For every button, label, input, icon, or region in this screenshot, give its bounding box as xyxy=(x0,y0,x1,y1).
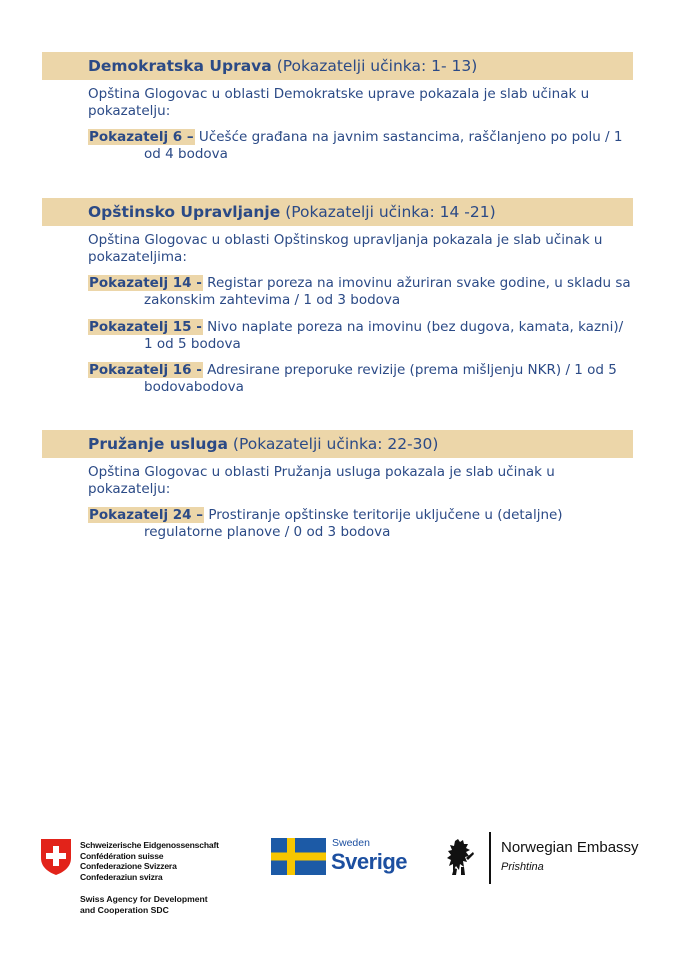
swedish-flag-icon xyxy=(271,838,326,875)
section-header-opstinsko-upravljanje xyxy=(42,198,633,226)
section-header-pruzanje-usluga xyxy=(42,430,633,458)
indicator-tag: Pokazatelj 14 - xyxy=(89,275,202,291)
embassy-city: Prishtina xyxy=(501,861,544,873)
indicator-tag: Pokazatelj 24 – xyxy=(89,507,204,523)
indicator-item xyxy=(88,129,633,163)
indicator-text: Registar poreza na imovinu ažuriran svake godine, u skladu sa zakonskim zahtevima / 1 od 3 bodova xyxy=(144,275,631,308)
indicator-item xyxy=(88,507,633,541)
indicator-tag: Pokazatelj 6 – xyxy=(89,129,194,145)
indicator-text: Adresirane preporuke revizije (prema mišljenju NKR) / 1 od 5 bodovabodova xyxy=(144,362,617,395)
indicator-tag: Pokazatelj 16 - xyxy=(89,362,202,378)
sweden-sverige-logo xyxy=(271,836,411,880)
indicator-item xyxy=(88,319,633,353)
section-intro: Opština Glogovac u oblasti Opštinskog upravljanja pokazala je slab učinak u pokazateljima: xyxy=(88,232,603,265)
swiss-agency-name: Swiss Agency for Development and Cooperation SDC xyxy=(80,894,208,915)
section-title: Demokratska Uprava (Pokazatelji učinka: 1- 13) xyxy=(88,57,478,75)
section-intro: Opština Glogovac u oblasti Demokratske uprave pokazala je slab učinak u pokazatelju: xyxy=(88,86,590,119)
sweden-label: Sweden xyxy=(332,837,370,849)
indicator-item xyxy=(88,362,633,396)
section-title: Pružanje usluga (Pokazatelji učinka: 22-30) xyxy=(88,435,439,453)
indicator-text: Prostiranje opštinske teritorije uključene u (detaljne) regulatorne planove / 0 od 3 bodova xyxy=(144,507,563,540)
norwegian-embassy-logo xyxy=(446,832,646,884)
section-header-demokratska-uprava xyxy=(42,52,633,80)
indicator-tag: Pokazatelj 15 - xyxy=(89,319,202,335)
swiss-shield-icon xyxy=(40,838,72,876)
indicator-item xyxy=(88,275,633,309)
section-intro: Opština Glogovac u oblasti Pružanja usluga pokazala je slab učinak u pokazatelju: xyxy=(88,464,555,497)
swiss-confederation-names: Schweizerische Eidgenossenschaft Confédération suisse Confederazione Svizzera Confederaziun svizra xyxy=(80,840,219,882)
indicator-text: Nivo naplate poreza na imovinu (bez dugova, kamata, kazni)/ 1 od 5 bodova xyxy=(144,319,624,352)
section-title: Opštinsko Upravljanje (Pokazatelji učinka: 14 -21) xyxy=(88,203,496,221)
indicator-text: Učešće građana na javnim sastancima, raščlanjeno po polu / 1 od 4 bodova xyxy=(144,129,623,162)
norwegian-lion-icon xyxy=(446,838,476,876)
logo-divider xyxy=(489,832,491,884)
embassy-name: Norwegian Embassy xyxy=(501,839,639,856)
sverige-label: Sverige xyxy=(331,849,407,874)
